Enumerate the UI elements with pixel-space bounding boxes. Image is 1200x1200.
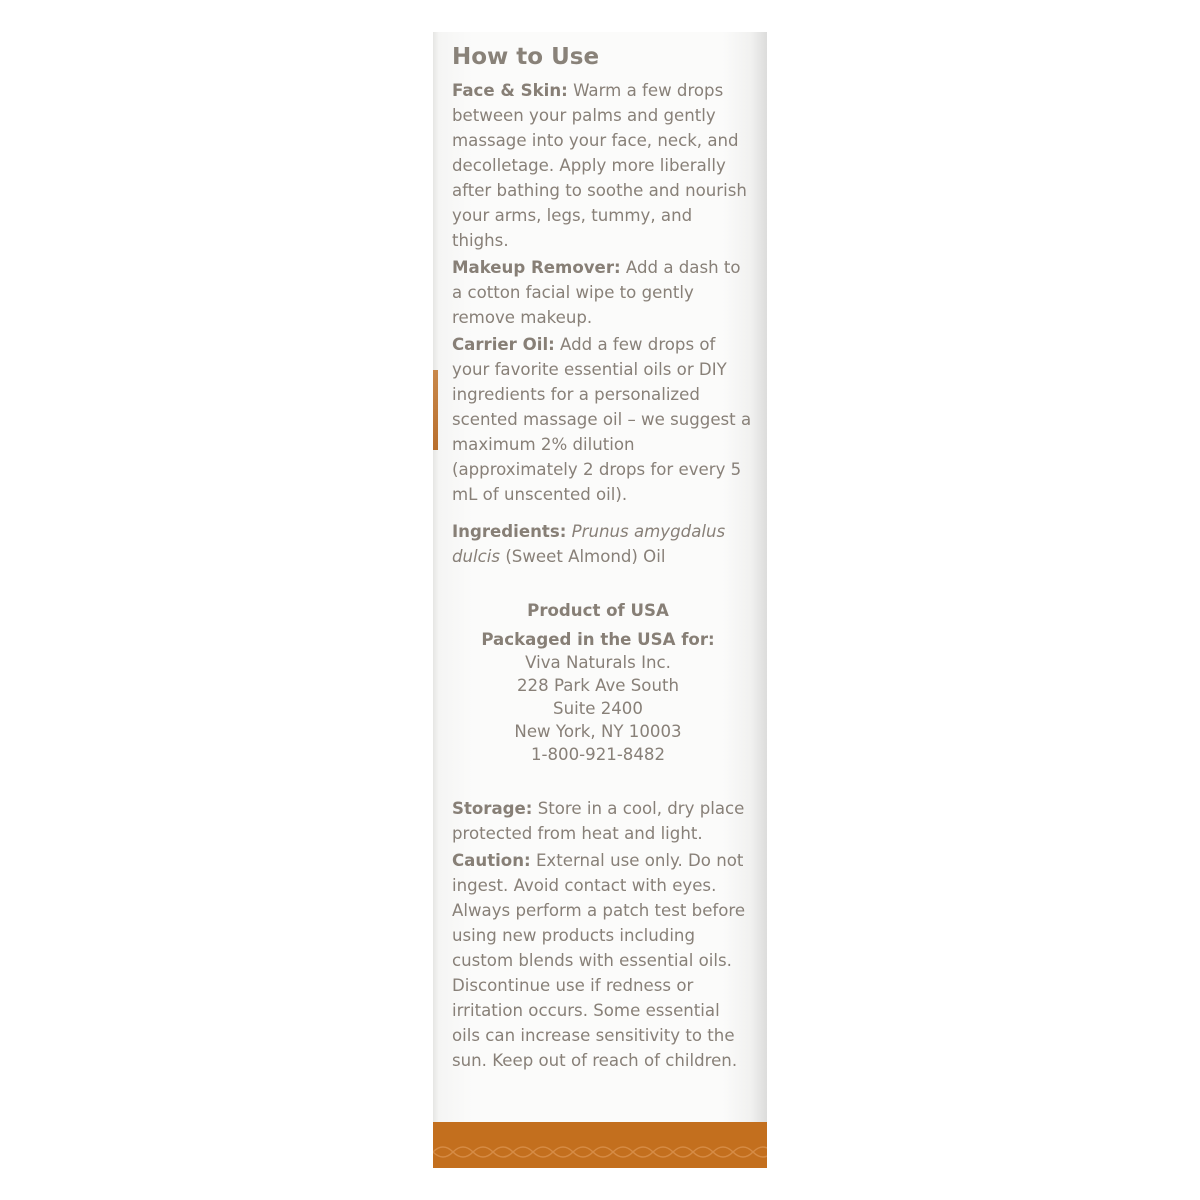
storage-paragraph <box>452 796 752 846</box>
caution-text: External use only. Do not ingest. Avoid contact with eyes. Always perform a patch test before using new products including custom blends with essential oils. Discontinue use if redness or irritation occurs. Some essential oils can increase sensitivity to the sun. Keep out of reach of children. <box>452 851 746 1070</box>
address-line: 228 Park Ave South <box>517 676 679 695</box>
origin-block <box>452 599 718 766</box>
address-line: New York, NY 10003 <box>514 722 682 741</box>
phone-line: 1-800-921-8482 <box>530 745 666 764</box>
package-edge-tab <box>433 370 438 450</box>
face-skin-label: Face & Skin: <box>452 81 568 100</box>
storage-text: Store in a cool, dry place protected from heat and light. <box>452 799 745 843</box>
address-line: Viva Naturals Inc. <box>525 653 671 672</box>
face-skin-text: Warm a few drops between your palms and gently massage into your face, neck, and decolletage. Apply more liberally after bathing to soothe and nourish your arms, legs, tummy, and thighs. <box>452 81 747 250</box>
face-skin-paragraph <box>452 78 752 253</box>
package-side-panel <box>433 32 767 1168</box>
braid-pattern-icon <box>433 1122 767 1168</box>
carrier-oil-text: Add a few drops of your favorite essential oils or DIY ingredients for a personalized scented massage oil – we suggest a maximum 2% dilution (approximately 2 drops for every 5 mL of unscented oil). <box>452 335 752 504</box>
makeup-remover-text: Add a dash to a cotton facial wipe to gently remove makeup. <box>452 258 741 327</box>
ingredients-paragraph <box>452 519 752 569</box>
ingredients-text: (Sweet Almond) Oil <box>500 547 666 566</box>
makeup-remover-label: Makeup Remover: <box>452 258 621 277</box>
makeup-remover-paragraph <box>452 255 752 330</box>
ingredients-latin-name: Prunus amygdalus dulcis <box>452 522 726 566</box>
carrier-oil-paragraph <box>452 332 752 507</box>
caution-label: Caution: <box>452 851 531 870</box>
carrier-oil-label: Carrier Oil: <box>452 335 555 354</box>
address-line: Suite 2400 <box>553 699 643 718</box>
caution-paragraph <box>452 848 752 1073</box>
how-to-use-heading: How to Use <box>452 44 600 70</box>
product-of-line: Product of USA <box>527 601 669 620</box>
decorative-orange-band <box>433 1122 767 1168</box>
label-text-block <box>452 42 752 1073</box>
ingredients-label: Ingredients: <box>452 522 567 541</box>
storage-label: Storage: <box>452 799 533 818</box>
packaged-for-line: Packaged in the USA for: <box>481 630 715 649</box>
